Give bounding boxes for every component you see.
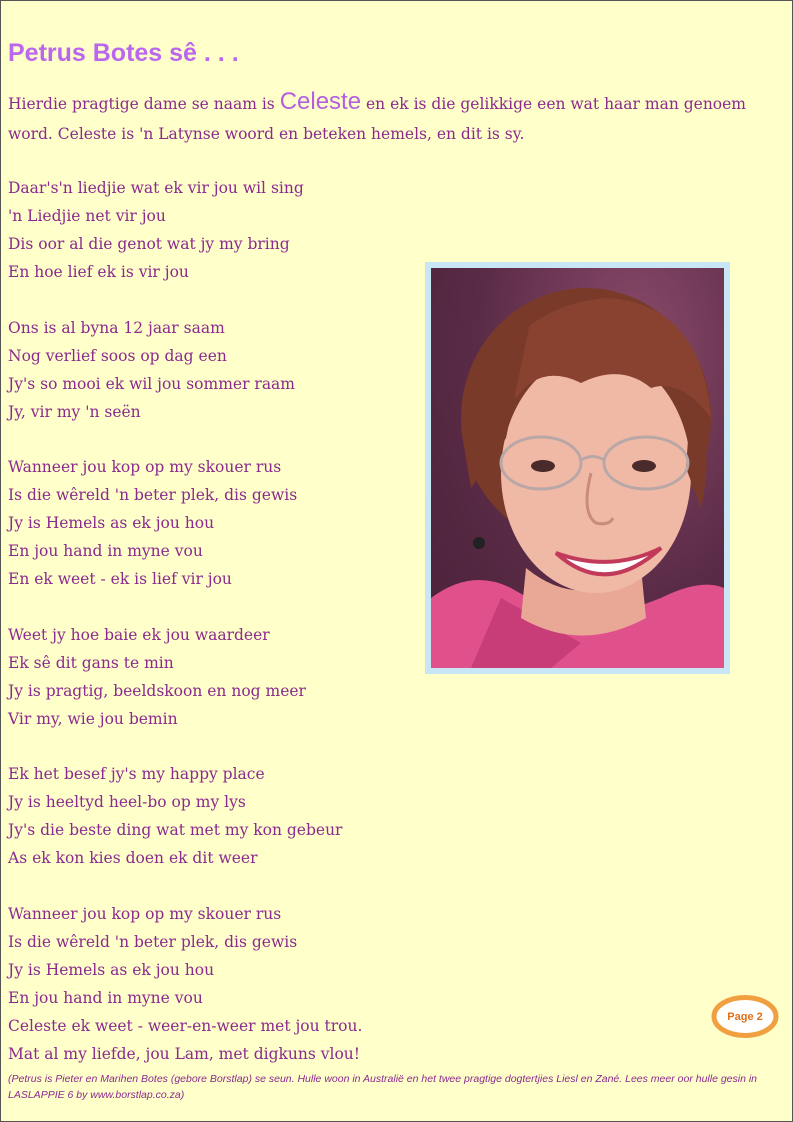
portrait-photo (431, 268, 724, 668)
poem-line: 'n Liedjie net vir jou (8, 207, 166, 225)
poem-line: Celeste ek weet - weer-en-weer met jou trou. (8, 1016, 363, 1035)
poem-line: En jou hand in myne vou (8, 988, 203, 1007)
poem-line: Wanneer jou kop op my skouer rus (8, 904, 282, 923)
page-badge[interactable] (711, 994, 779, 1039)
poem-stanza (8, 453, 428, 593)
poem-line: Jy's so mooi ek wil jou sommer raam (8, 374, 295, 393)
poem-stanza (8, 314, 428, 426)
poem-line: Nog verlief soos op dag een (8, 346, 227, 365)
poem (8, 174, 428, 1095)
poem-stanza (8, 900, 428, 1068)
poem-stanza (8, 174, 428, 286)
poem-line: As ek kon kies doen ek dit weer (8, 849, 258, 867)
poem-line: Is die wêreld 'n beter plek, dis gewis (8, 932, 298, 951)
poem-line: Jy is pragtig, beeldskoon en nog meer (8, 681, 306, 700)
poem-line: Jy is heeltyd heel-bo op my lys (8, 793, 246, 811)
poem-line: Is die wêreld 'n beter plek, dis gewis (8, 486, 298, 504)
intro-name: Celeste (279, 88, 362, 115)
poem-line: Dis oor al die genot wat jy my bring (8, 235, 290, 253)
intro-text-after: en ek is die gelikkige een wat haar man genoem word. Celeste is 'n Latynse woord en beteken hemels, en dit is sy. (8, 95, 747, 143)
poem-line: En jou hand in myne vou (8, 542, 203, 560)
poem-stanza (8, 621, 428, 733)
poem-line: Jy is Hemels as ek jou hou (8, 514, 215, 532)
poem-line: Wanneer jou kop op my skouer rus (8, 458, 282, 476)
poem-line: Jy is Hemels as ek jou hou (8, 960, 215, 979)
poem-line: En hoe lief ek is vir jou (8, 263, 189, 281)
poem-stanza (8, 760, 428, 872)
poem-line: Mat al my liefde, jou Lam, met digkuns vlou! (8, 1044, 361, 1063)
poem-line: Ons is al byna 12 jaar saam (8, 318, 225, 337)
page-badge-label: Page 2 (727, 1010, 763, 1023)
poem-line: Jy's die beste ding wat met my kon gebeur (8, 821, 343, 839)
poem-line: Ek het besef jy's my happy place (8, 765, 265, 783)
poem-line: Ek sê dit gans te min (8, 653, 174, 672)
poem-line: Jy, vir my 'n seën (8, 402, 141, 421)
intro-paragraph (8, 87, 778, 149)
poem-line: Vir my, wie jou bemin (8, 709, 178, 728)
poem-line: Weet jy hoe baie ek jou waardeer (8, 625, 270, 644)
page-title: Petrus Botes sê . . . (8, 39, 239, 67)
poem-line: En ek weet - ek is lief vir jou (8, 570, 232, 588)
portrait-illustration (431, 268, 724, 668)
intro-text-before: Hierdie pragtige dame se naam is (8, 95, 280, 113)
photo-frame (425, 262, 730, 674)
footnote: (Petrus is Pieter en Marihen Botes (gebore Borstlap) se seun. Hulle woon in Australië en het twee pragtige dogtertjies Liesl en Zané. Lees meer oor hulle gesin in LASLAPPIE 6 by www.borstlap.co.za) (8, 1073, 758, 1101)
poem-line: Daar's'n liedjie wat ek vir jou wil sing (8, 179, 304, 197)
